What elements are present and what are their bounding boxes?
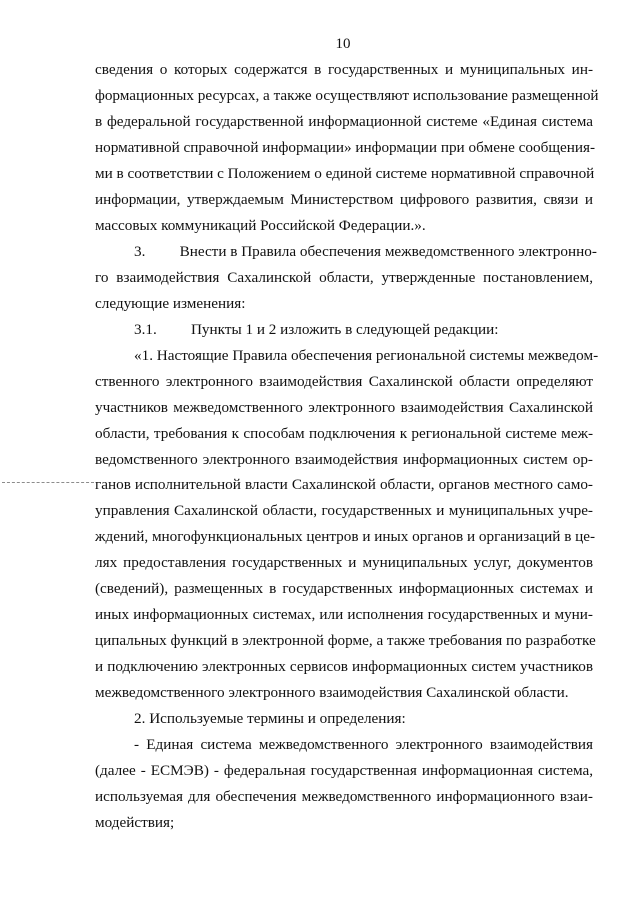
text-line: ведомственного электронного взаимодействия информационных систем ор- — [95, 451, 593, 468]
text-line: (сведений), размещенных в государственных информационных системах и — [95, 580, 593, 597]
text-line: ми в соответствии с Положением о единой системе нормативной справочной — [95, 165, 595, 182]
paragraph-1-first-line: «1. Настоящие Правила обеспечения региональной системы межведом- — [134, 347, 599, 364]
text-line: иных информационных системах, или исполнения государственных и муни- — [95, 606, 593, 623]
text-line: го взаимодействия Сахалинской области, утвержденные постановлением, — [95, 269, 593, 286]
page-number: 10 — [335, 36, 351, 52]
paragraph-3-first-line: 3. Внести в Правила обеспечения межведомственного электронно- — [134, 243, 597, 260]
text-line: следующие изменения: — [95, 295, 246, 312]
text-line: (далее - ЕСМЭВ) - федеральная государственная информационная система, — [95, 762, 593, 779]
text-line: лях предоставления государственных и муниципальных услуг, документов — [95, 554, 593, 571]
text-line: области, требования к способам подключения к региональной системе меж- — [95, 425, 593, 442]
text-line: ганов исполнительной власти Сахалинской области, органов местного само- — [95, 476, 593, 493]
text-line: сведения о которых содержатся в государственных и муниципальных ин- — [95, 61, 593, 78]
scan-artifact-dashes — [2, 482, 94, 483]
text-line: массовых коммуникаций Российской Федерации.». — [95, 217, 426, 234]
text-line: управления Сахалинской области, государственных и муниципальных учре- — [95, 502, 593, 519]
paragraph-2-heading: 2. Используемые термины и определения: — [134, 710, 406, 727]
text-line: модействия; — [95, 814, 175, 831]
text-line: нормативной справочной информации» информации при обмене сообщения- — [95, 139, 596, 156]
text-line: ждений, многофункциональных центров и иных органов и организаций в це- — [95, 528, 596, 545]
text-line: используемая для обеспечения межведомственного информационного взаи- — [95, 788, 593, 805]
paragraph-3-1-line: 3.1. Пункты 1 и 2 изложить в следующей редакции: — [134, 321, 499, 338]
text-line: участников межведомственного электронного взаимодействия Сахалинской — [95, 399, 593, 416]
text-line: в федеральной государственной информационной системе «Единая система — [95, 113, 593, 130]
text-line: ципальных функций в электронной форме, а также требования по разработке — [95, 632, 596, 649]
text-line: и подключению электронных сервисов информационных систем участников — [95, 658, 593, 675]
text-line: ственного электронного взаимодействия Сахалинской области определяют — [95, 373, 593, 390]
text-line: информации, утверждаемым Министерством цифрового развития, связи и — [95, 191, 593, 208]
text-line: формационных ресурсах, а также осуществляют использование размещенной — [95, 87, 599, 104]
text-line: межведомственного электронного взаимодействия Сахалинской области. — [95, 684, 569, 701]
definition-first-line: - Единая система межведомственного электронного взаимодействия — [134, 736, 593, 753]
